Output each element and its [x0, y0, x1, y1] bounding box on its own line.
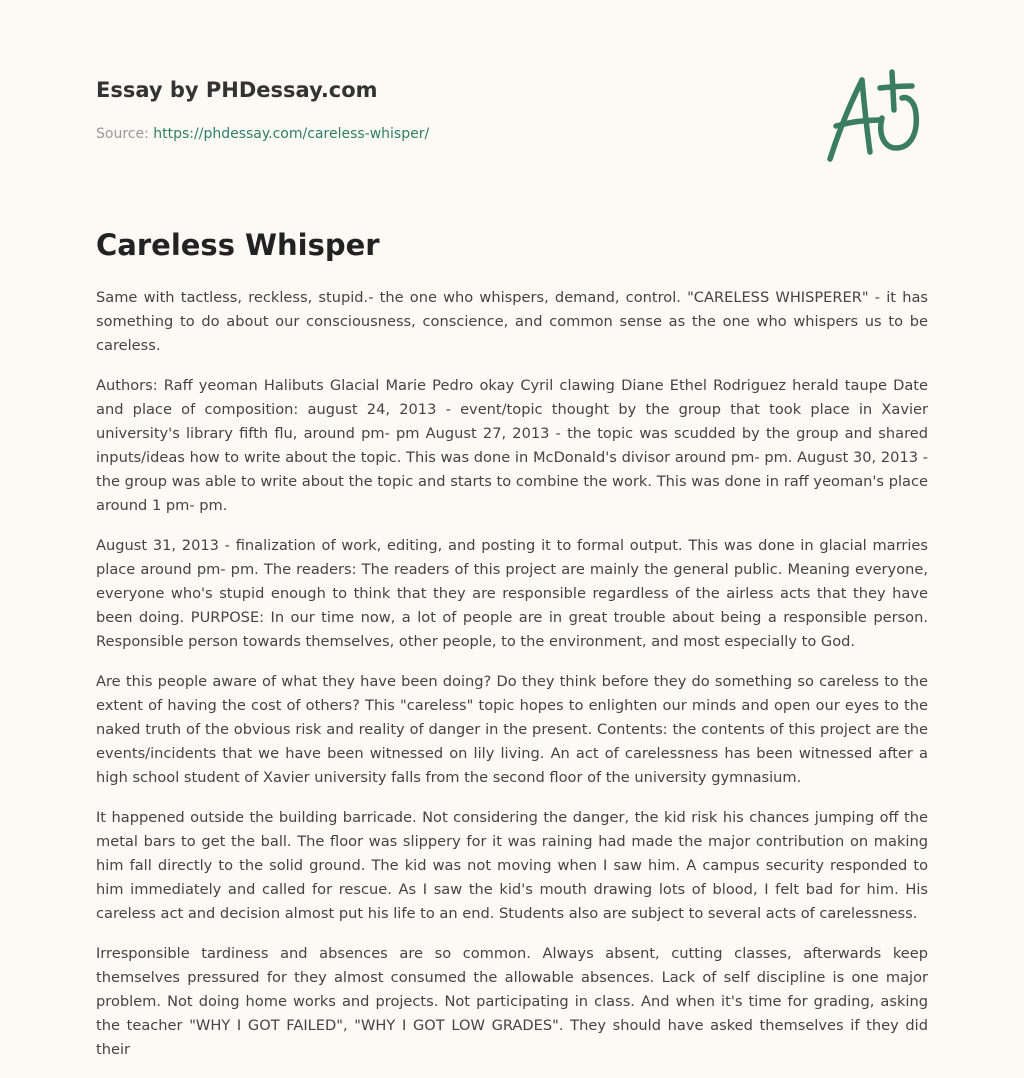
- essay-paragraph: Same with tactless, reckless, stupid.- the one who whispers, demand, control. "CARELESS WHISPERER" - it has something to do about our consciousness, conscience, and common sense as the one who whispers us to be careless.: [96, 289, 928, 354]
- source-label: Source:: [96, 126, 154, 142]
- essay-title: Careless Whisper: [96, 228, 380, 262]
- essay-paragraph: Authors: Raff yeoman Halibuts Glacial Marie Pedro okay Cyril clawing Diane Ethel Rodriguez herald taupe Date and place of composition: august 24, 2013 - event/topic thought by the group that took place in Xavier university's library fifth flu, around pm- pm August 27, 2013 - the topic was scudded by the group and shared inputs/ideas how to write about the topic. This was done in McDonald's divisor around pm- pm. August 30, 2013 - the group was able to write about the topic and starts to combine the work. This was done in raff yeoman's place around 1 pm- pm.: [96, 377, 928, 514]
- essay-body: [96, 286, 928, 1078]
- essay-paragraph: Are this people aware of what they have been doing? Do they think before they do something so careless to the extent of having the cost of others? This "careless" topic hopes to enlighten our minds and open our eyes to the naked truth of the obvious risk and reality of danger in the present. Contents: the contents of this project are the events/incidents that we have been witnessed on lily living. An act of carelessness has been witnessed after a high school student of Xavier university falls from the second floor of the university gymnasium.: [96, 673, 928, 786]
- source-line: [96, 125, 796, 143]
- essay-paragraph: August 31, 2013 - finalization of work, editing, and posting it to formal output. This was done in glacial marries place around pm- pm. The readers: The readers of this project are mainly the general public. Meaning everyone, everyone who's stupid enough to think that they are responsible regardless of the airless acts that they have been doing. PURPOSE: In our time now, a lot of people are in great trouble about being a responsible person. Responsible person towards themselves, other people, to the environment, and most especially to God.: [96, 537, 928, 650]
- essay-paragraph: It happened outside the building barricade. Not considering the danger, the kid risk his chances jumping off the metal bars to get the ball. The floor was slippery for it was raining had made the major contribution on making him fall directly to the solid ground. The kid was not moving when I saw him. A campus security responded to him immediately and called for rescue. As I saw the kid's mouth drawing lots of blood, I felt bad for him. His careless act and decision almost put his life to an end. Students also are subject to several acts of carelessness.: [96, 809, 928, 922]
- a-plus-logo-icon: [822, 68, 926, 164]
- essay-paragraph: Irresponsible tardiness and absences are so common. Always absent, cutting classes, afterwards keep themselves pressured for they almost consumed the allowable absences. Lack of self discipline is one major problem. Not doing home works and projects. Not participating in class. And when it's time for grading, asking the teacher "WHY I GOT FAILED", "WHY I GOT LOW GRADES". They should have asked themselves if they did their: [96, 945, 928, 1058]
- page-header: [96, 76, 796, 143]
- source-link[interactable]: https://phdessay.com/careless-whisper/: [153, 126, 430, 142]
- site-title: Essay by PHDessay.com: [96, 78, 378, 102]
